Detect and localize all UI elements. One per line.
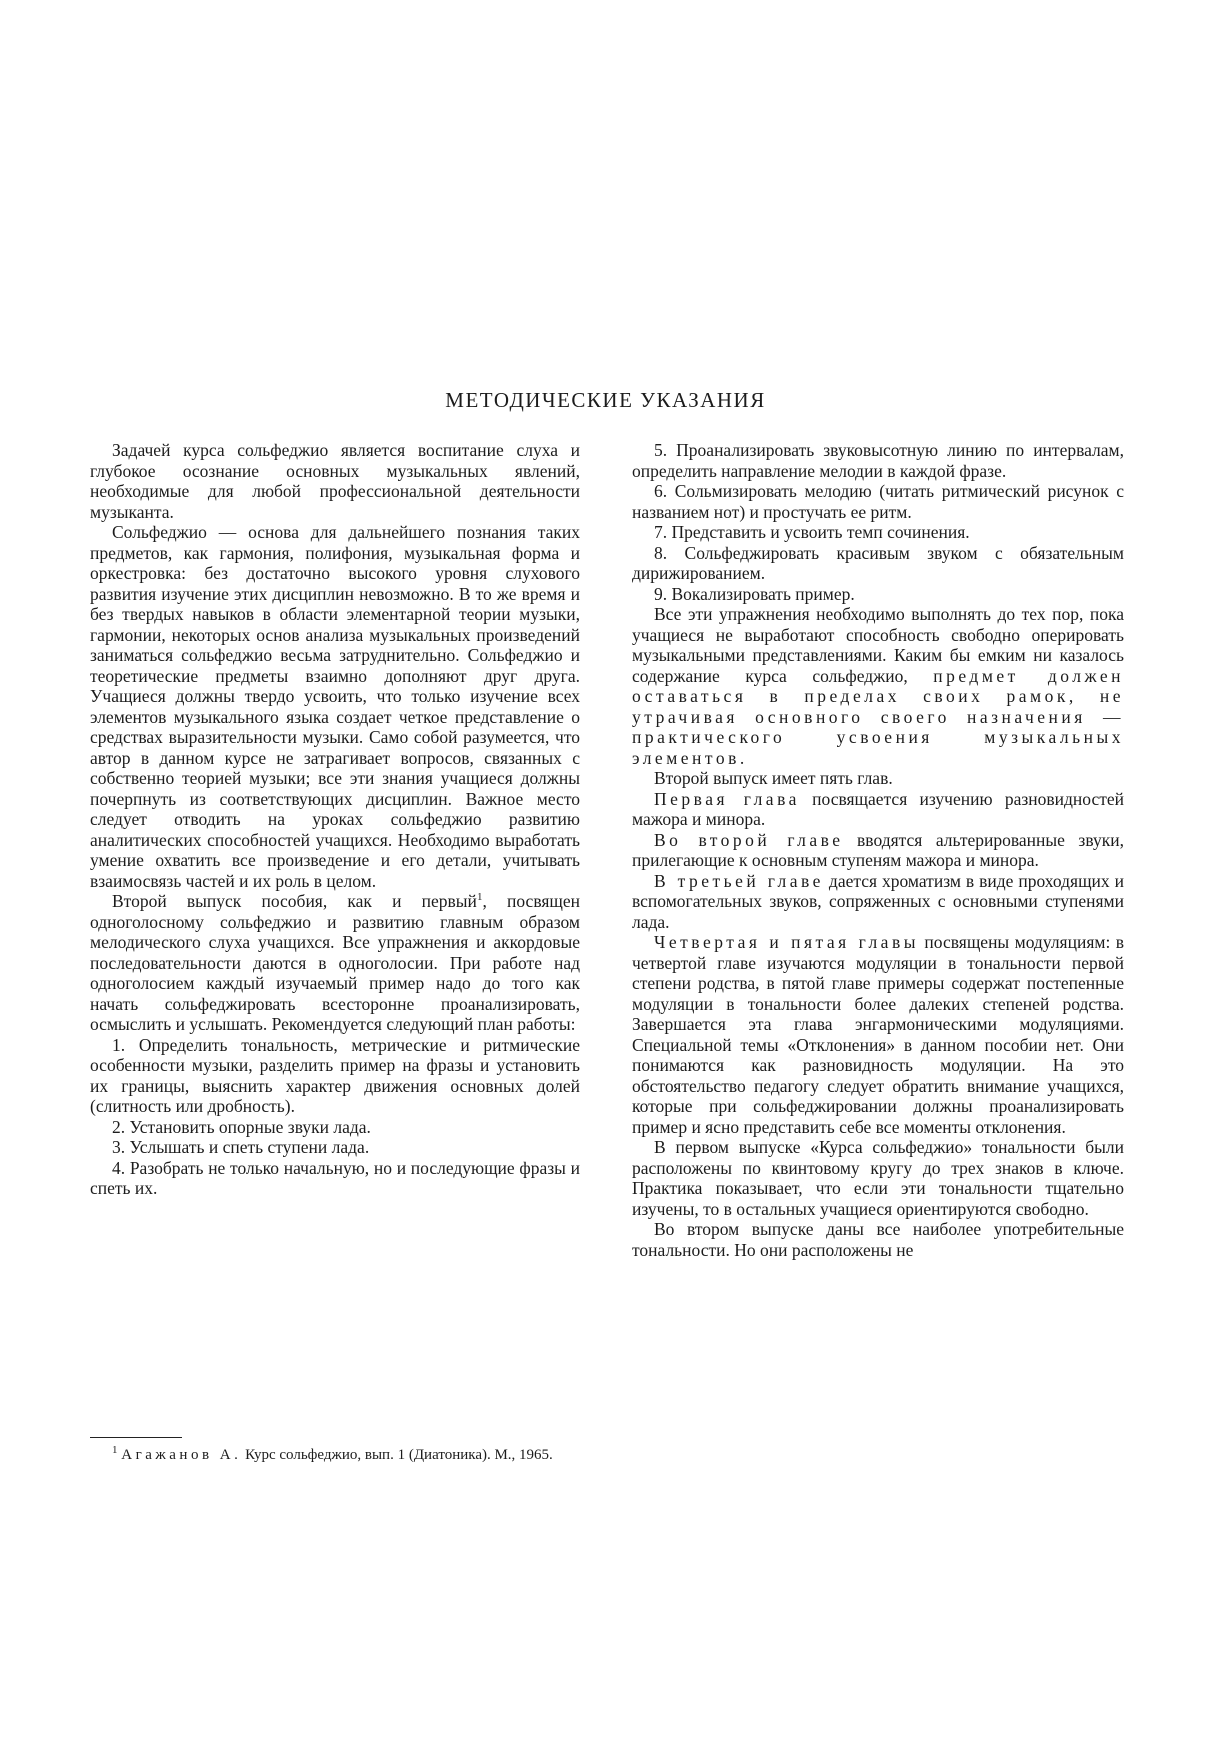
- chapter-3-label: В третьей главе: [654, 870, 824, 891]
- list-item-8: 8. Сольфеджировать красивым звуком с обязательным дирижированием.: [632, 542, 1124, 583]
- footnote-marker: 1: [112, 1444, 118, 1456]
- chapter-3-text: дается хроматизм в виде проходящих и вспомогательных звуков, сопряженных с основными ступенями лада.: [632, 870, 1125, 932]
- paragraph-five-chapters: Второй выпуск имеет пять глав.: [654, 768, 893, 788]
- paragraph-chapters-4-5: [632, 932, 1124, 1137]
- paragraph-second-issue: [90, 891, 580, 1035]
- page-title: МЕТОДИЧЕСКИЕ УКАЗАНИЯ: [445, 388, 766, 412]
- footnote: [90, 1446, 580, 1464]
- paragraph-course-goal: Задачей курса сольфеджио является воспитание слуха и глубокое осознание основных музыкальных явлений, необходимые для любой профессиональной деятельности музыканта.: [90, 440, 580, 522]
- left-column: [90, 440, 580, 1199]
- footnote-text: Курс сольфеджио, вып. 1 (Диатоника). М., 1965.: [245, 1447, 553, 1463]
- paragraph-second-issue-keys: Во втором выпуске даны все наиболее употребительные тональности. Но они расположены не: [632, 1219, 1124, 1260]
- paragraph-chapter-2: [632, 830, 1124, 871]
- chapter-2-label: Во второй главе: [654, 829, 844, 850]
- paragraph-first-issue-keys: В первом выпуске «Курса сольфеджио» тональности были расположены по квинтовому кругу до трех знаков в ключе. Практика показывает, что если эти тональности тщательно изучены, то в остальных учащиеся ориентируются свободно.: [632, 1137, 1124, 1219]
- footnote-divider: [90, 1437, 182, 1438]
- list-item-3: 3. Услышать и спеть ступени лада.: [112, 1137, 370, 1157]
- chapter-2-text: вводятся альтерированные звуки, прилегающие к основным ступеням мажора и минора.: [632, 829, 1124, 870]
- right-column: [632, 440, 1124, 1260]
- chapters-4-5-label: Четвертая и пятая главы: [654, 932, 919, 952]
- paragraph-chapter-3: [632, 871, 1124, 933]
- list-item-4: 4. Разобрать не только начальную, но и последующие фразы и спеть их.: [90, 1157, 580, 1198]
- list-item-1: 1. Определить тональность, метрические и ритмические особенности музыки, разделить пример на фразы и установить их границы, выяснить характер движения основных долей (слитность или дробность).: [90, 1034, 580, 1116]
- list-item-6: 6. Сольмизировать мелодию (читать ритмический рисунок с названием нот) и простучать ее ритм.: [632, 481, 1124, 522]
- footnote-author: Агажанов А.: [121, 1447, 242, 1463]
- chapter-1-text: посвящается изучению разновидностей мажора и минора.: [632, 788, 1125, 829]
- chapters-4-5-text: посвящены модуляциям: в четвертой главе изучаются модуляции в тональности первой степени родства, в пятой главе примеры содержат постепенные модуляции в тональности более далеких степеней родства. Завершается эта глава энгармоническими модуляциями. Специальной темы «Отклонения» в данном пособии нет. Они понимаются как разновидность модуляции. На это обстоятельство педагогу следует обратить внимание учащихся, которые при сольфеджировании должны проанализировать пример и ясно представить себе все моменты отклонения.: [632, 932, 1125, 1137]
- paragraph-exercises: [632, 604, 1124, 768]
- list-item-9: 9. Вокализировать пример.: [654, 583, 855, 604]
- paragraph-exercises-emphasis: предмет должен оставаться в пределах своих рамок, не утрачивая основного своего назначения — практического усвоения музыкальных элементов.: [632, 665, 1125, 768]
- list-item-7: 7. Представить и усвоить темп сочинения.: [654, 522, 970, 542]
- paragraph-solfeggio-basis: Сольфеджио — основа для дальнейшего познания таких предметов, как гармония, полифония, музыкальная форма и оркестровка: без достаточно высокого уровня слухового развития изучение этих дисциплин невозможно. В то же время и без твердых навыков в области элементарной теории музыки, гармонии, некоторых основ анализа музыкальных произведений заниматься сольфеджио весьма затруднительно. Сольфеджио и теоретические предметы взаимно дополняют друг друга. Учащиеся должны твердо усвоить, что только изучение всех элементов музыкального языка создает четкое представление о средствах выразительности музыки. Само собой разумеется, что автор в данном курсе не затрагивает вопросов, связанных с собственно теорией музыки; все эти знания учащиеся должны почерпнуть из соответствующих дисциплин. Важное место следует отводить на уроках сольфеджио развитию аналитических способностей учащихся. Необходимо выработать умение охватить все произведение и его детали, учитывать взаимосвязь частей и их роль в целом.: [90, 522, 580, 891]
- paragraph-second-issue-start: Второй выпуск пособия, как и первый: [112, 891, 477, 911]
- paragraph-exercises-start: Все эти упражнения необходимо выполнять до тех пор, пока учащиеся не выработают способность свободно оперировать музыкальными представлениями. Каким бы емким ни казалось содержание курса сольфеджио,: [632, 604, 1124, 686]
- list-item-2: 2. Установить опорные звуки лада.: [112, 1116, 371, 1137]
- chapter-1-label: Первая глава: [654, 788, 800, 809]
- paragraph-second-issue-end: , посвящен одноголосному сольфеджио и развитию главным образом мелодического слуха учащихся. Все упражнения и аккордовые последовательности даются в одноголосии. При работе над одноголосием каждый изучаемый пример надо до того как начать сольфеджировать всесторонне проанализировать, осмыслить и услышать. Рекомендуется следующий план работы:: [90, 891, 581, 1034]
- list-item-5: 5. Проанализировать звуковысотную линию по интервалам, определить направление мелодии в каждой фразе.: [632, 440, 1124, 481]
- footnote-ref: 1: [476, 891, 483, 904]
- paragraph-chapter-1: [632, 789, 1124, 830]
